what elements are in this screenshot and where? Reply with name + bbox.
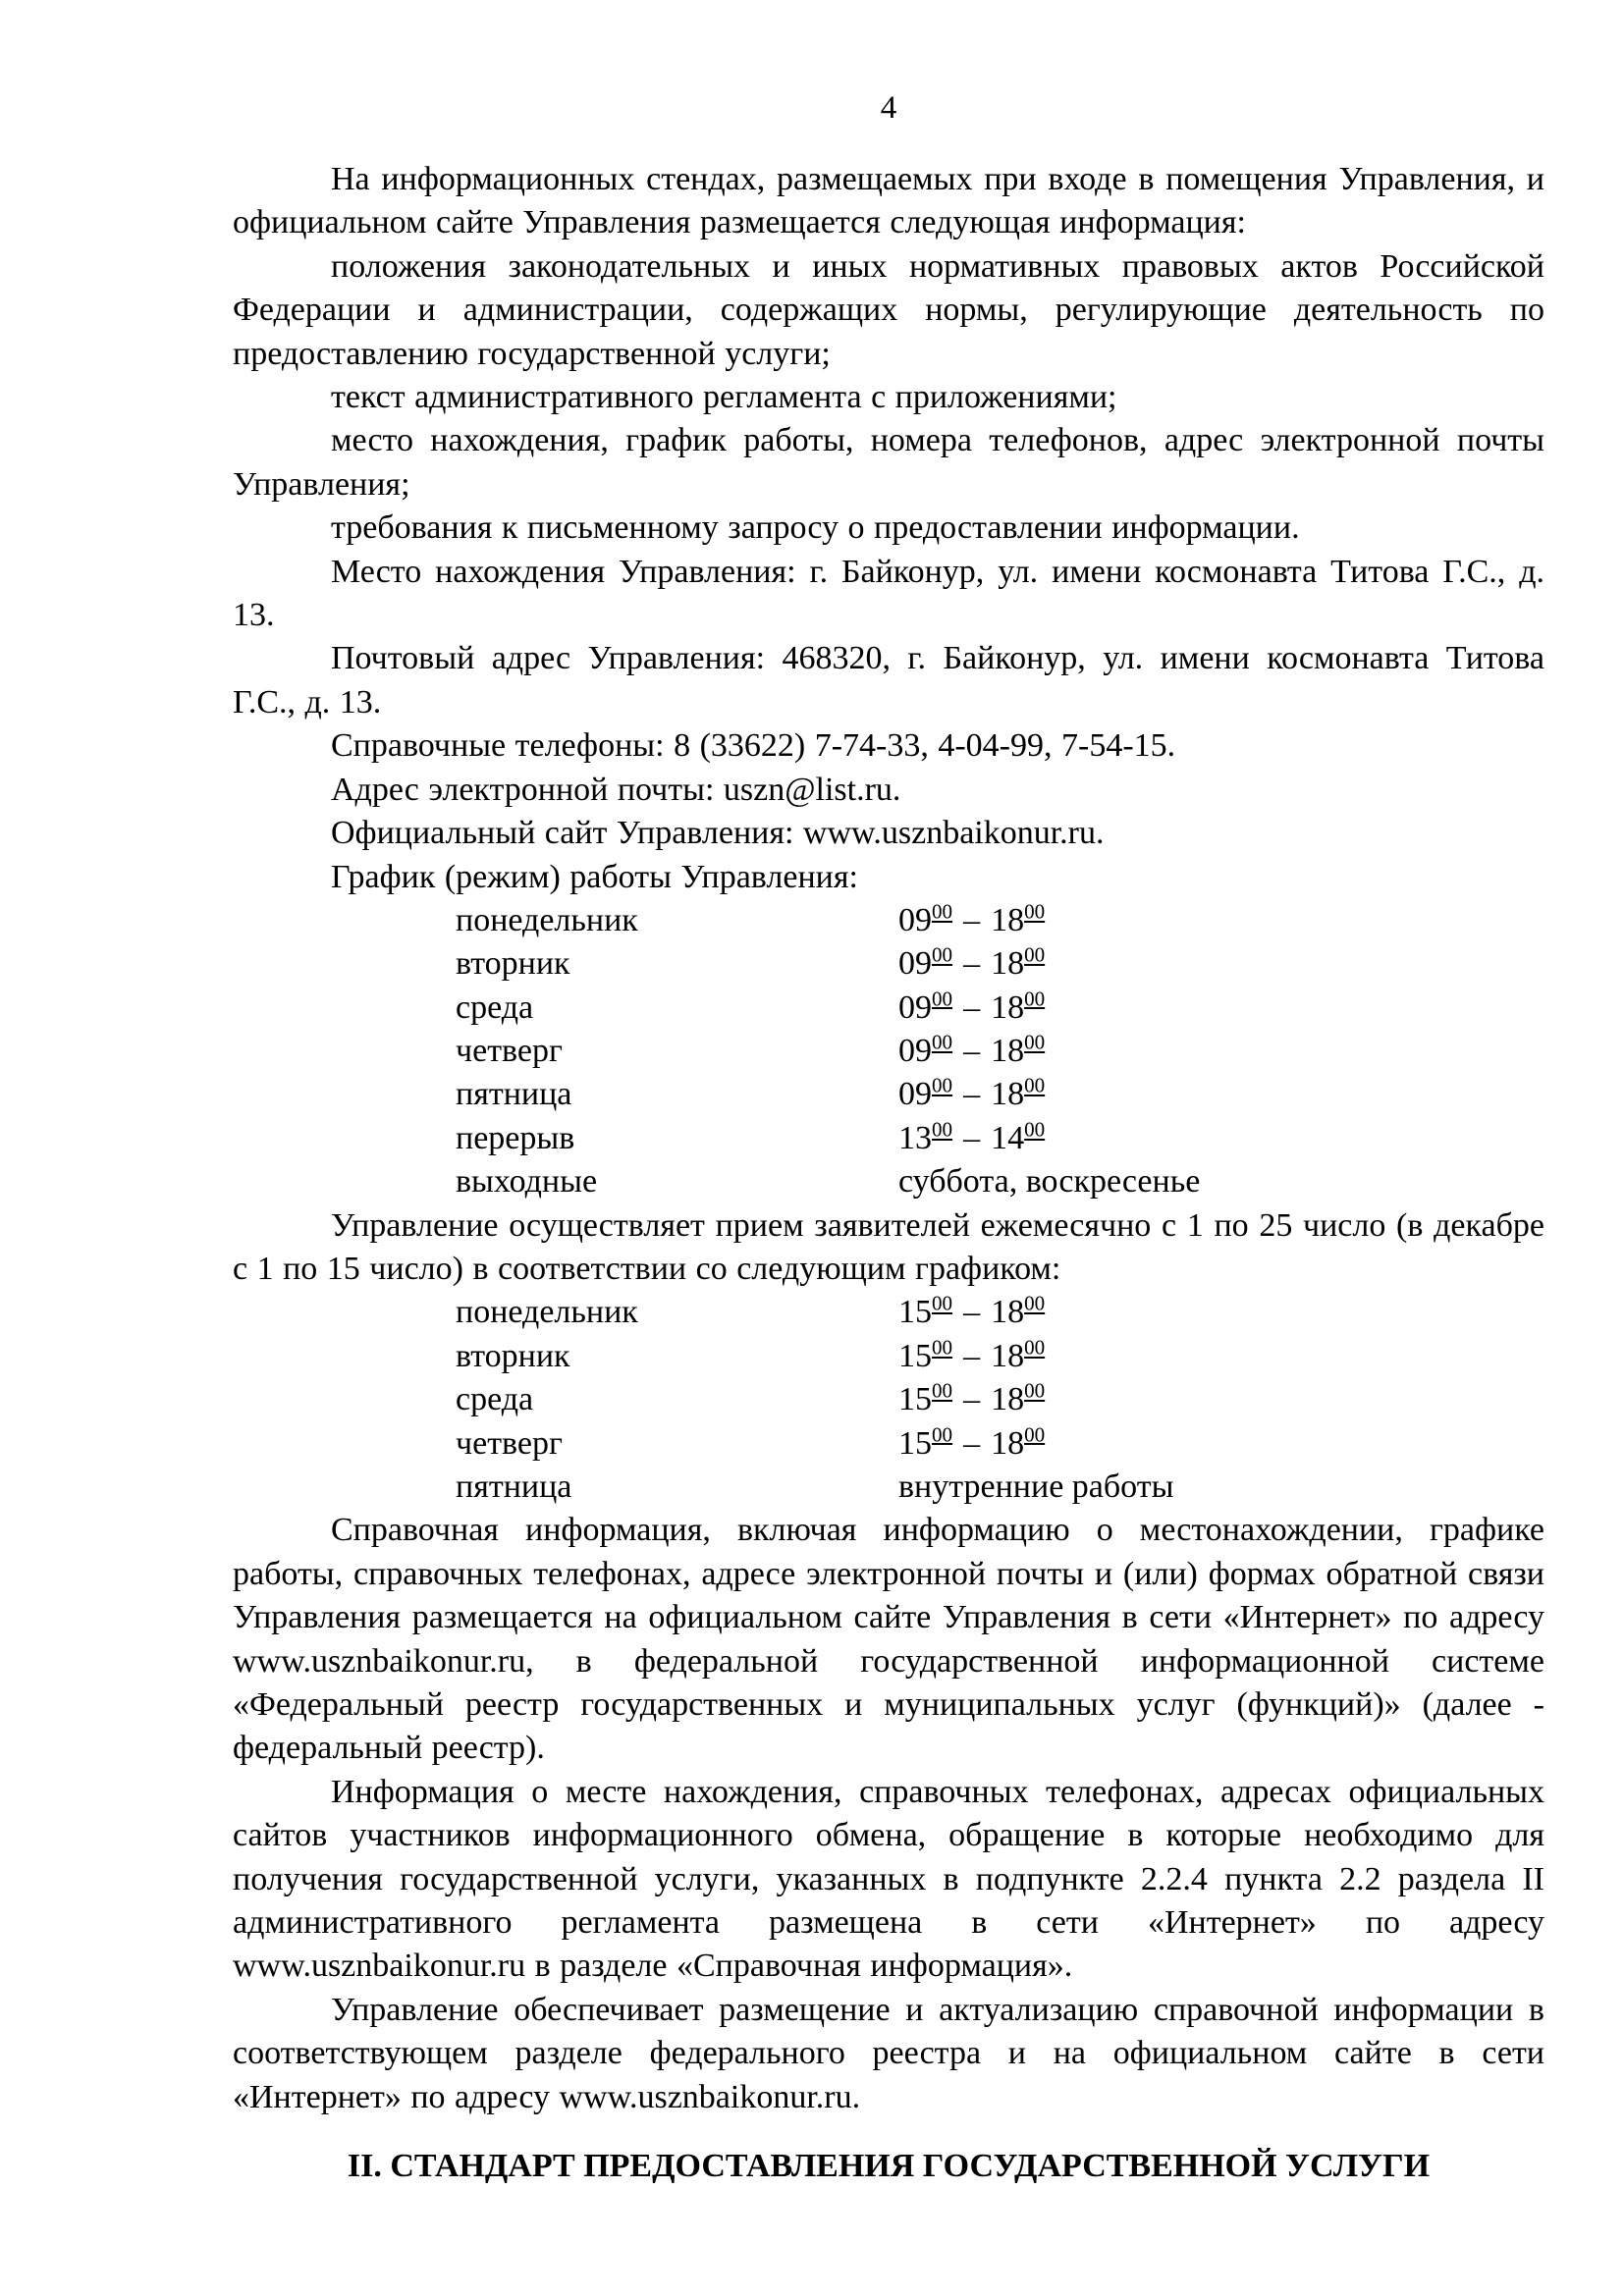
- paragraph-office-location: Место нахождения Управления: г. Байконур, ул. имени космонавта Титова Г.С., д. 13.: [233, 553, 1544, 634]
- schedule-time: $09^{00} - 18^{00}$: [898, 1074, 1046, 1113]
- schedule-row: [233, 1378, 1544, 1421]
- paragraph-exchange-participants: Информация о месте нахождения, справочных телефонах, адресах официальных сайтов участников информационного обмена, обращение в которые необходимо для получения государственной услуги, указанных в подпункте 2.2.4 пункта 2.2 раздела II административного регламента размещена в сети «Интернет» по адресу www.usznbaikonur.ru в разделе «Справочная информация».: [233, 1773, 1544, 1985]
- schedule-day: пятница: [456, 1076, 572, 1113]
- schedule-time: $09^{00} - 18^{00}$: [898, 987, 1046, 1026]
- schedule-day: вторник: [456, 1337, 570, 1374]
- schedule-day: среда: [456, 988, 534, 1026]
- schedule-internal-work-value: внутренние работы: [898, 1468, 1174, 1506]
- schedule-row: [233, 1291, 1544, 1334]
- reception-schedule: [233, 1291, 1544, 1509]
- page-content: [233, 90, 1544, 2189]
- schedule-day: понедельник: [456, 1294, 638, 1331]
- schedule-time: $09^{00} - 18^{00}$: [898, 942, 1046, 983]
- schedule-day: пятница: [456, 1468, 572, 1506]
- paragraph-schedule-title: График (режим) работы Управления:: [331, 858, 858, 895]
- paragraph-registry-update: Управление обеспечивает размещение и актуализацию справочной информации в соответствующем разделе федерального реестра и на официальном сайте в сети «Интернет» по адресу www.usznbaikonur.ru.: [233, 1991, 1544, 2115]
- schedule-row: [233, 1466, 1544, 1509]
- schedule-time: $13^{00} - 14^{00}$: [898, 1117, 1046, 1156]
- schedule-day: среда: [456, 1381, 534, 1418]
- schedule-row: [233, 1422, 1544, 1466]
- paragraph-website: Официальный сайт Управления: www.usznbaikonur.ru.: [331, 815, 1105, 852]
- schedule-row: [233, 942, 1544, 986]
- schedule-day: перерыв: [456, 1119, 575, 1156]
- schedule-time: $15^{00} - 18^{00}$: [898, 1292, 1046, 1331]
- schedule-row: [233, 1030, 1544, 1073]
- paragraph-reference-info: Справочная информация, включая информацию о местонахождении, графике работы, справочных телефонах, адресе электронной почты и (или) формах обратной связи Управления размещается на официальном сайте Управления в сети «Интернет» по адресу www.usznbaikonur.ru, в федеральной государственной информационной системе «Федеральный реестр государственных и муниципальных услуг (функций)» (далее - федеральный реестр).: [233, 1512, 1544, 1767]
- schedule-day: выходные: [456, 1163, 598, 1201]
- schedule-time: $15^{00} - 18^{00}$: [898, 1422, 1046, 1462]
- paragraph-written-request: требования к письменному запросу о предоставлении информации.: [331, 509, 1300, 547]
- schedule-row: [233, 1160, 1544, 1203]
- schedule-time: $09^{00} - 18^{00}$: [898, 1030, 1046, 1070]
- document-body: [233, 158, 1544, 2189]
- schedule-day: понедельник: [456, 901, 638, 938]
- schedule-row: [233, 1073, 1544, 1116]
- paragraph-phones: Справочные телефоны: 8 (33622) 7-74-33, 4-04-99, 7-54-15.: [331, 727, 1176, 765]
- schedule-row: [233, 1117, 1544, 1160]
- paragraph-email: Адрес электронной почты: uszn@list.ru.: [331, 771, 901, 808]
- schedule-row: [233, 899, 1544, 942]
- schedule-day: вторник: [456, 945, 570, 983]
- schedule-time: $15^{00} - 18^{00}$: [898, 1335, 1046, 1374]
- paragraph-location-info: место нахождения, график работы, номера телефонов, адрес электронной почты Управления;: [233, 422, 1544, 503]
- schedule-day: четверг: [456, 1033, 563, 1070]
- paragraph-postal-address: Почтовый адрес Управления: 468320, г. Байконур, ул. имени космонавта Титова Г.С., д. 13.: [233, 640, 1544, 721]
- paragraph-regulation-text: текст административного регламента с приложениями;: [331, 379, 1117, 416]
- page-number: 4: [880, 90, 897, 126]
- schedule-time: $09^{00} - 18^{00}$: [898, 899, 1046, 938]
- paragraph-reception-intro: Управление осуществляет прием заявителей ежемесячно с 1 по 25 число (в декабре с 1 по 15 число) в соответствии со следующим графиком:: [233, 1206, 1544, 1288]
- schedule-weekend-value: суббота, воскресенье: [898, 1163, 1201, 1201]
- schedule-row: [233, 1335, 1544, 1378]
- paragraph-legal-acts: положения законодательных и иных нормативных правовых актов Российской Федерации и администрации, содержащих нормы, регулирующие деятельность по предоставлению государственной услуги;: [233, 247, 1544, 372]
- paragraph-info-stands: На информационных стендах, размещаемых при входе в помещения Управления, и официальном сайте Управления размещается следующая информация:: [233, 161, 1544, 241]
- schedule-row: [233, 987, 1544, 1030]
- work-schedule: [233, 899, 1544, 1204]
- schedule-day: четверг: [456, 1424, 563, 1462]
- section-heading: II. СТАНДАРТ ПРЕДОСТАВЛЕНИЯ ГОСУДАРСТВЕННОЙ УСЛУГИ: [347, 2148, 1431, 2185]
- schedule-time: $15^{00} - 18^{00}$: [898, 1378, 1046, 1418]
